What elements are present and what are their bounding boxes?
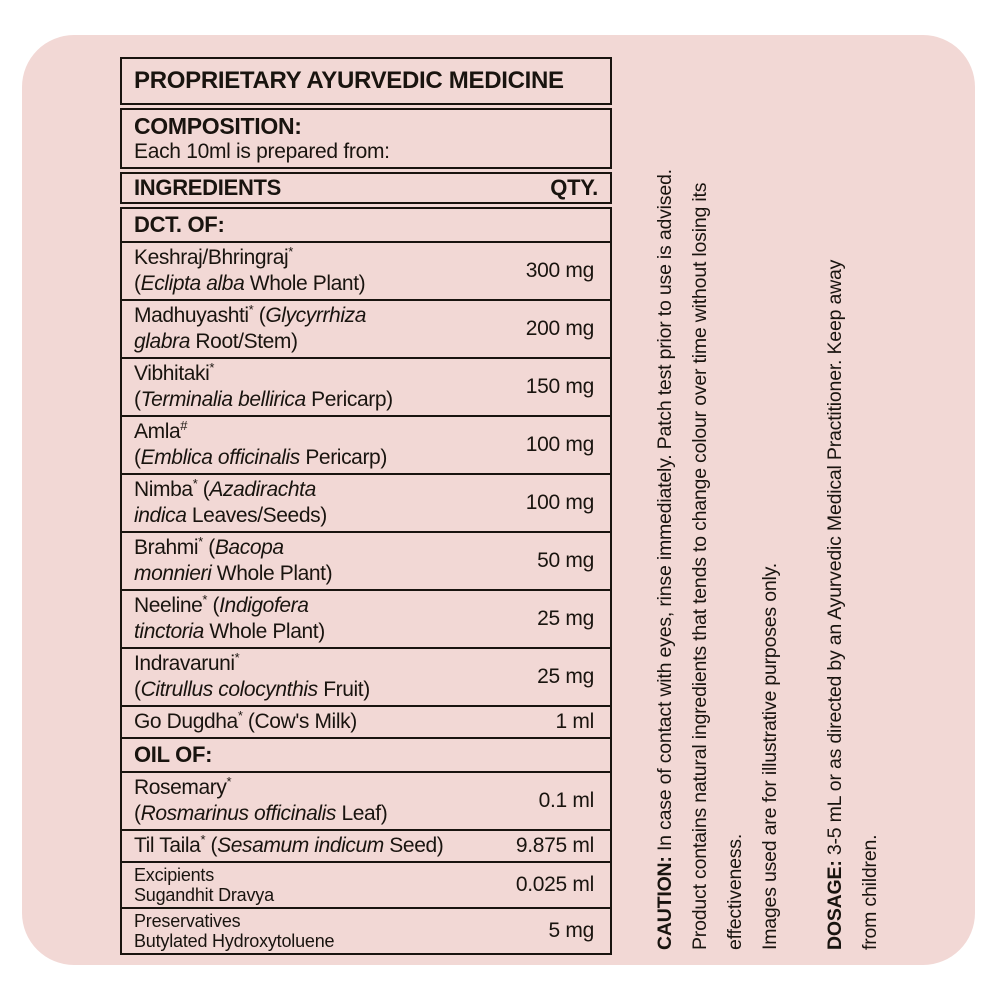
ingredient-row bbox=[122, 771, 610, 829]
ingredient-name: Amla# (Emblica officinalis Pericarp) bbox=[134, 418, 387, 469]
dosage-line-1 bbox=[818, 65, 853, 950]
dosage-text-1: 3-5 mL or as directed by an Ayurvedic Medical Practitioner. Keep away bbox=[824, 259, 846, 861]
qty-value: 25 mg bbox=[537, 665, 594, 688]
side-notes-rotated bbox=[648, 65, 898, 950]
composition-subtext: Each 10ml is prepared from: bbox=[134, 140, 390, 163]
dosage-line-2: from children. bbox=[859, 834, 881, 950]
composition-heading: COMPOSITION: bbox=[134, 113, 302, 139]
qty-value: 150 mg bbox=[525, 375, 594, 398]
label-card bbox=[22, 35, 975, 965]
table-title-row bbox=[120, 57, 612, 105]
illustrative-note: Images used are for illustrative purposes only. bbox=[759, 563, 781, 950]
qty-value: 0.025 ml bbox=[515, 873, 594, 896]
ingredient-row bbox=[122, 705, 610, 737]
qty-value: 9.875 ml bbox=[515, 834, 594, 857]
qty-value: 50 mg bbox=[537, 549, 594, 572]
section-header-label: OIL OF: bbox=[134, 742, 213, 767]
ingredient-row bbox=[122, 473, 610, 531]
ingredient-row bbox=[122, 589, 610, 647]
ingredient-name: Rosemary* (Rosmarinus officinalis Leaf) bbox=[134, 774, 388, 825]
qty-value: 5 mg bbox=[548, 919, 594, 942]
ingredient-name: Til Taila* (Sesamum indicum Seed) bbox=[134, 832, 444, 857]
ingredient-name: Excipients Sugandhit Dravya bbox=[134, 865, 274, 905]
ingredient-row bbox=[122, 861, 610, 907]
ingredient-name: Madhuyashti* (Glycyrrhiza glabra Root/Stem) bbox=[134, 302, 366, 353]
composition-row bbox=[120, 108, 612, 169]
qty-value: 100 mg bbox=[525, 491, 594, 514]
ingredient-name: Keshraj/Bhringraj* (Eclipta alba Whole Plant) bbox=[134, 244, 366, 295]
ingredient-name: Nimba* (Azadirachta indica Leaves/Seeds) bbox=[134, 476, 327, 527]
section-header-label: DCT. OF: bbox=[134, 212, 225, 237]
caution-line-3: effectiveness. bbox=[724, 833, 746, 950]
dosage-label: DOSAGE: bbox=[824, 860, 846, 950]
section-header-row bbox=[122, 209, 610, 241]
ingredient-name: Vibhitaki* (Terminalia bellirica Pericarp) bbox=[134, 360, 393, 411]
ingredient-row bbox=[122, 241, 610, 299]
ingredient-row bbox=[122, 357, 610, 415]
table-title: PROPRIETARY AYURVEDIC MEDICINE bbox=[134, 67, 564, 94]
composition-table bbox=[120, 57, 612, 955]
ingredient-name: Go Dugdha* (Cow's Milk) bbox=[134, 708, 357, 733]
ingredient-row bbox=[122, 907, 610, 953]
qty-column-header: QTY. bbox=[550, 175, 598, 200]
qty-value: 0.1 ml bbox=[538, 789, 594, 812]
ingredient-row bbox=[122, 531, 610, 589]
qty-value: 100 mg bbox=[525, 433, 594, 456]
ingredient-name: Neeline* (Indigofera tinctoria Whole Plant) bbox=[134, 592, 325, 643]
caution-text-1: In case of contact with eyes, rinse immediately. Patch test prior to use is advised. bbox=[654, 169, 676, 857]
qty-value: 300 mg bbox=[525, 259, 594, 282]
ingredient-name: Brahmi* (Bacopa monnieri Whole Plant) bbox=[134, 534, 333, 585]
ingredient-rows bbox=[120, 207, 612, 955]
ingredient-row bbox=[122, 647, 610, 705]
ingredient-row bbox=[122, 415, 610, 473]
ingredient-name: Preservatives Butylated Hydroxytoluene bbox=[134, 911, 335, 951]
caution-line-2: Product contains natural ingredients that tends to change colour over time without losing its bbox=[689, 182, 711, 950]
qty-value: 25 mg bbox=[537, 607, 594, 630]
caution-line-1 bbox=[648, 65, 683, 950]
table-header-row bbox=[120, 172, 612, 204]
ingredients-column-header: INGREDIENTS bbox=[134, 175, 282, 200]
ingredient-row bbox=[122, 829, 610, 861]
ingredient-name: Indravaruni* (Citrullus colocynthis Fruit) bbox=[134, 650, 370, 701]
section-header-row bbox=[122, 737, 610, 771]
caution-label: CAUTION: bbox=[654, 856, 676, 950]
qty-value: 200 mg bbox=[525, 317, 594, 340]
ingredient-row bbox=[122, 299, 610, 357]
qty-value: 1 ml bbox=[555, 710, 594, 733]
